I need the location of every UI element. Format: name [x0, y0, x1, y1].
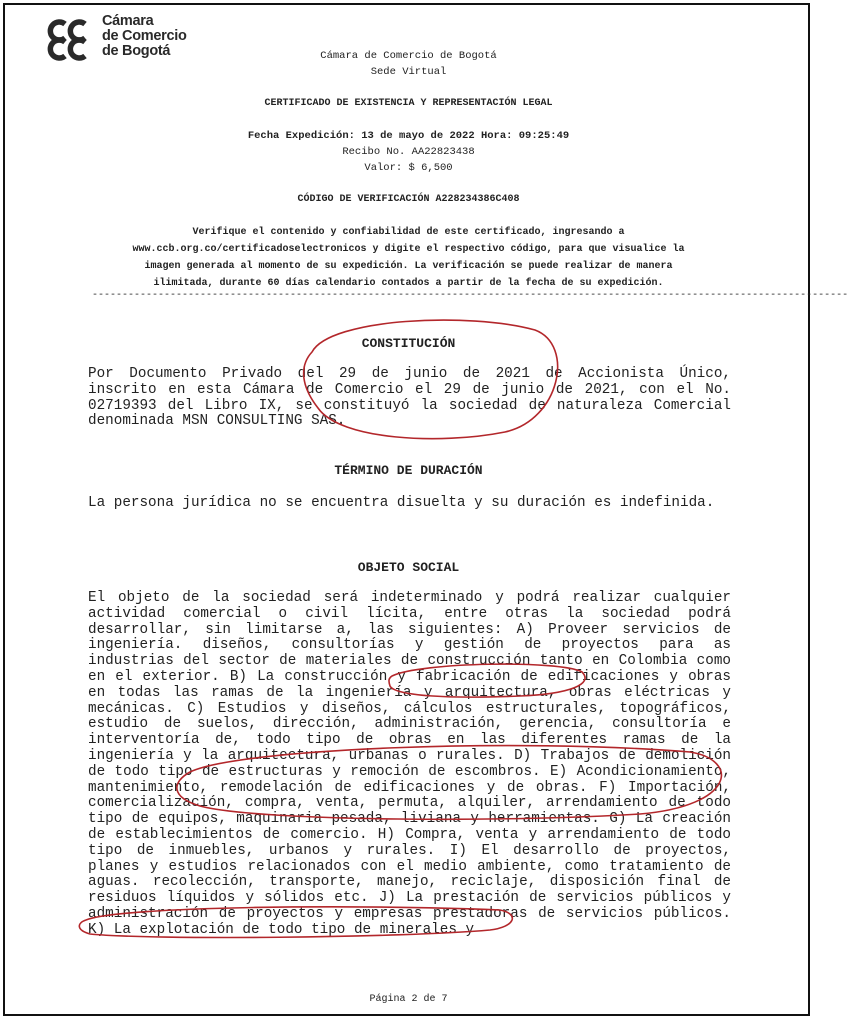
verify-line-1: Verifique el contenido y confiabilidad de este certificado, ingresando a: [192, 227, 625, 238]
divider: ------------------------------------------------------------------------------------------------------------------------------: [92, 290, 848, 301]
verify-line-4: ilimitada, durante 60 días calendario contados a partir de la fecha de su expedición.: [153, 278, 664, 289]
price: Valor: $ 6,500: [364, 162, 453, 174]
section-title-termino: TÉRMINO DE DURACIÓN: [334, 463, 483, 478]
logo-line-3: de Bogotá: [102, 43, 171, 59]
verify-line-2: www.ccb.org.co/certificadoselectronicos y digite el respectivo código, para que visualice la: [132, 244, 685, 255]
verification-code: CÓDIGO DE VERIFICACIÓN A228234386C408: [297, 194, 520, 205]
receipt-number: Recibo No. AA22823438: [342, 146, 475, 158]
logo-line-1: Cámara: [102, 13, 154, 29]
section-text-objeto: El objeto de la sociedad será indeterminado y podrá realizar cualquier actividad comercial o civil lícita, entre otras la sociedad podrá desarrollar, sin limitarse a, las siguientes: A) Proveer servicios de ingeniería. diseños, consultorías y gestión de proyectos para as industrias del sector de materiales de construcción tanto en Colombia como en el exterior. B) La construcción y fabricación de edificaciones y obras en todas las ramas de la ingeniería y arquitectura, obras eléctricas y mecánicas. C) Estudios y diseños, cálculos estructurales, topográficos, estudio de suelos, dirección, administración, gerencia, consultoría e interventoría de, todo tipo de obras en las diferentes ramas de la ingeniería y la arquitectura, urbanas o rurales. D) Trabajos de demolición de todo tipo de estructuras y remoción de escombros. E) Acondicionamiento, mantenimiento, remodelación de edificaciones y de obras. F) Importación, comercialización, compra, venta, permuta, alquiler, arrendamiento de todo tipo de equipos, maquinaria pesada, liviana y herramientas. G) La creación de establecimientos de comercio. H) Compra, venta y arrendamiento de todo tipo de inmuebles, urbanos y rurales. I) El desarrollo de proyectos, planes y estudios relacionados con el medio ambiente, como tratamiento de aguas. recolección, transporte, manejo, reciclaje, disposición final de residuos líquidos y sólidos etc. J) La prestación de servicios públicos y administración de proyectos y empresas prestadoras de servicios públicos. K) La explotación de todo tipo de minerales y: [88, 590, 731, 938]
page-number: Página 2 de 7: [369, 994, 448, 1005]
issue-date: Fecha Expedición: 13 de mayo de 2022 Hora: 09:25:49: [247, 130, 570, 142]
site-name: Sede Virtual: [370, 66, 447, 78]
section-title-constitucion: CONSTITUCIÓN: [361, 336, 456, 351]
certificate-title: CERTIFICADO DE EXISTENCIA Y REPRESENTACIÓN LEGAL: [264, 98, 553, 109]
section-text-termino: La persona jurídica no se encuentra disuelta y su duración es indefinida.: [88, 495, 715, 511]
verify-line-3: imagen generada al momento de su expedición. La verificación se puede realizar de manera: [144, 261, 673, 272]
verification-notice: [90, 224, 727, 292]
org-name: Cámara de Comercio de Bogotá: [320, 50, 497, 62]
logo-line-2: de Comercio: [102, 28, 187, 44]
section-title-objeto: OBJETO SOCIAL: [357, 560, 460, 575]
section-text-constitucion: Por Documento Privado del 29 de junio de 2021 de Accionista Único, inscrito en esta Cámara de Comercio el 29 de junio de 2021, con el No. 02719393 del Libro IX, se constituyó la sociedad de naturaleza Comercial denominada MSN CONSULTING SAS.: [88, 366, 731, 430]
